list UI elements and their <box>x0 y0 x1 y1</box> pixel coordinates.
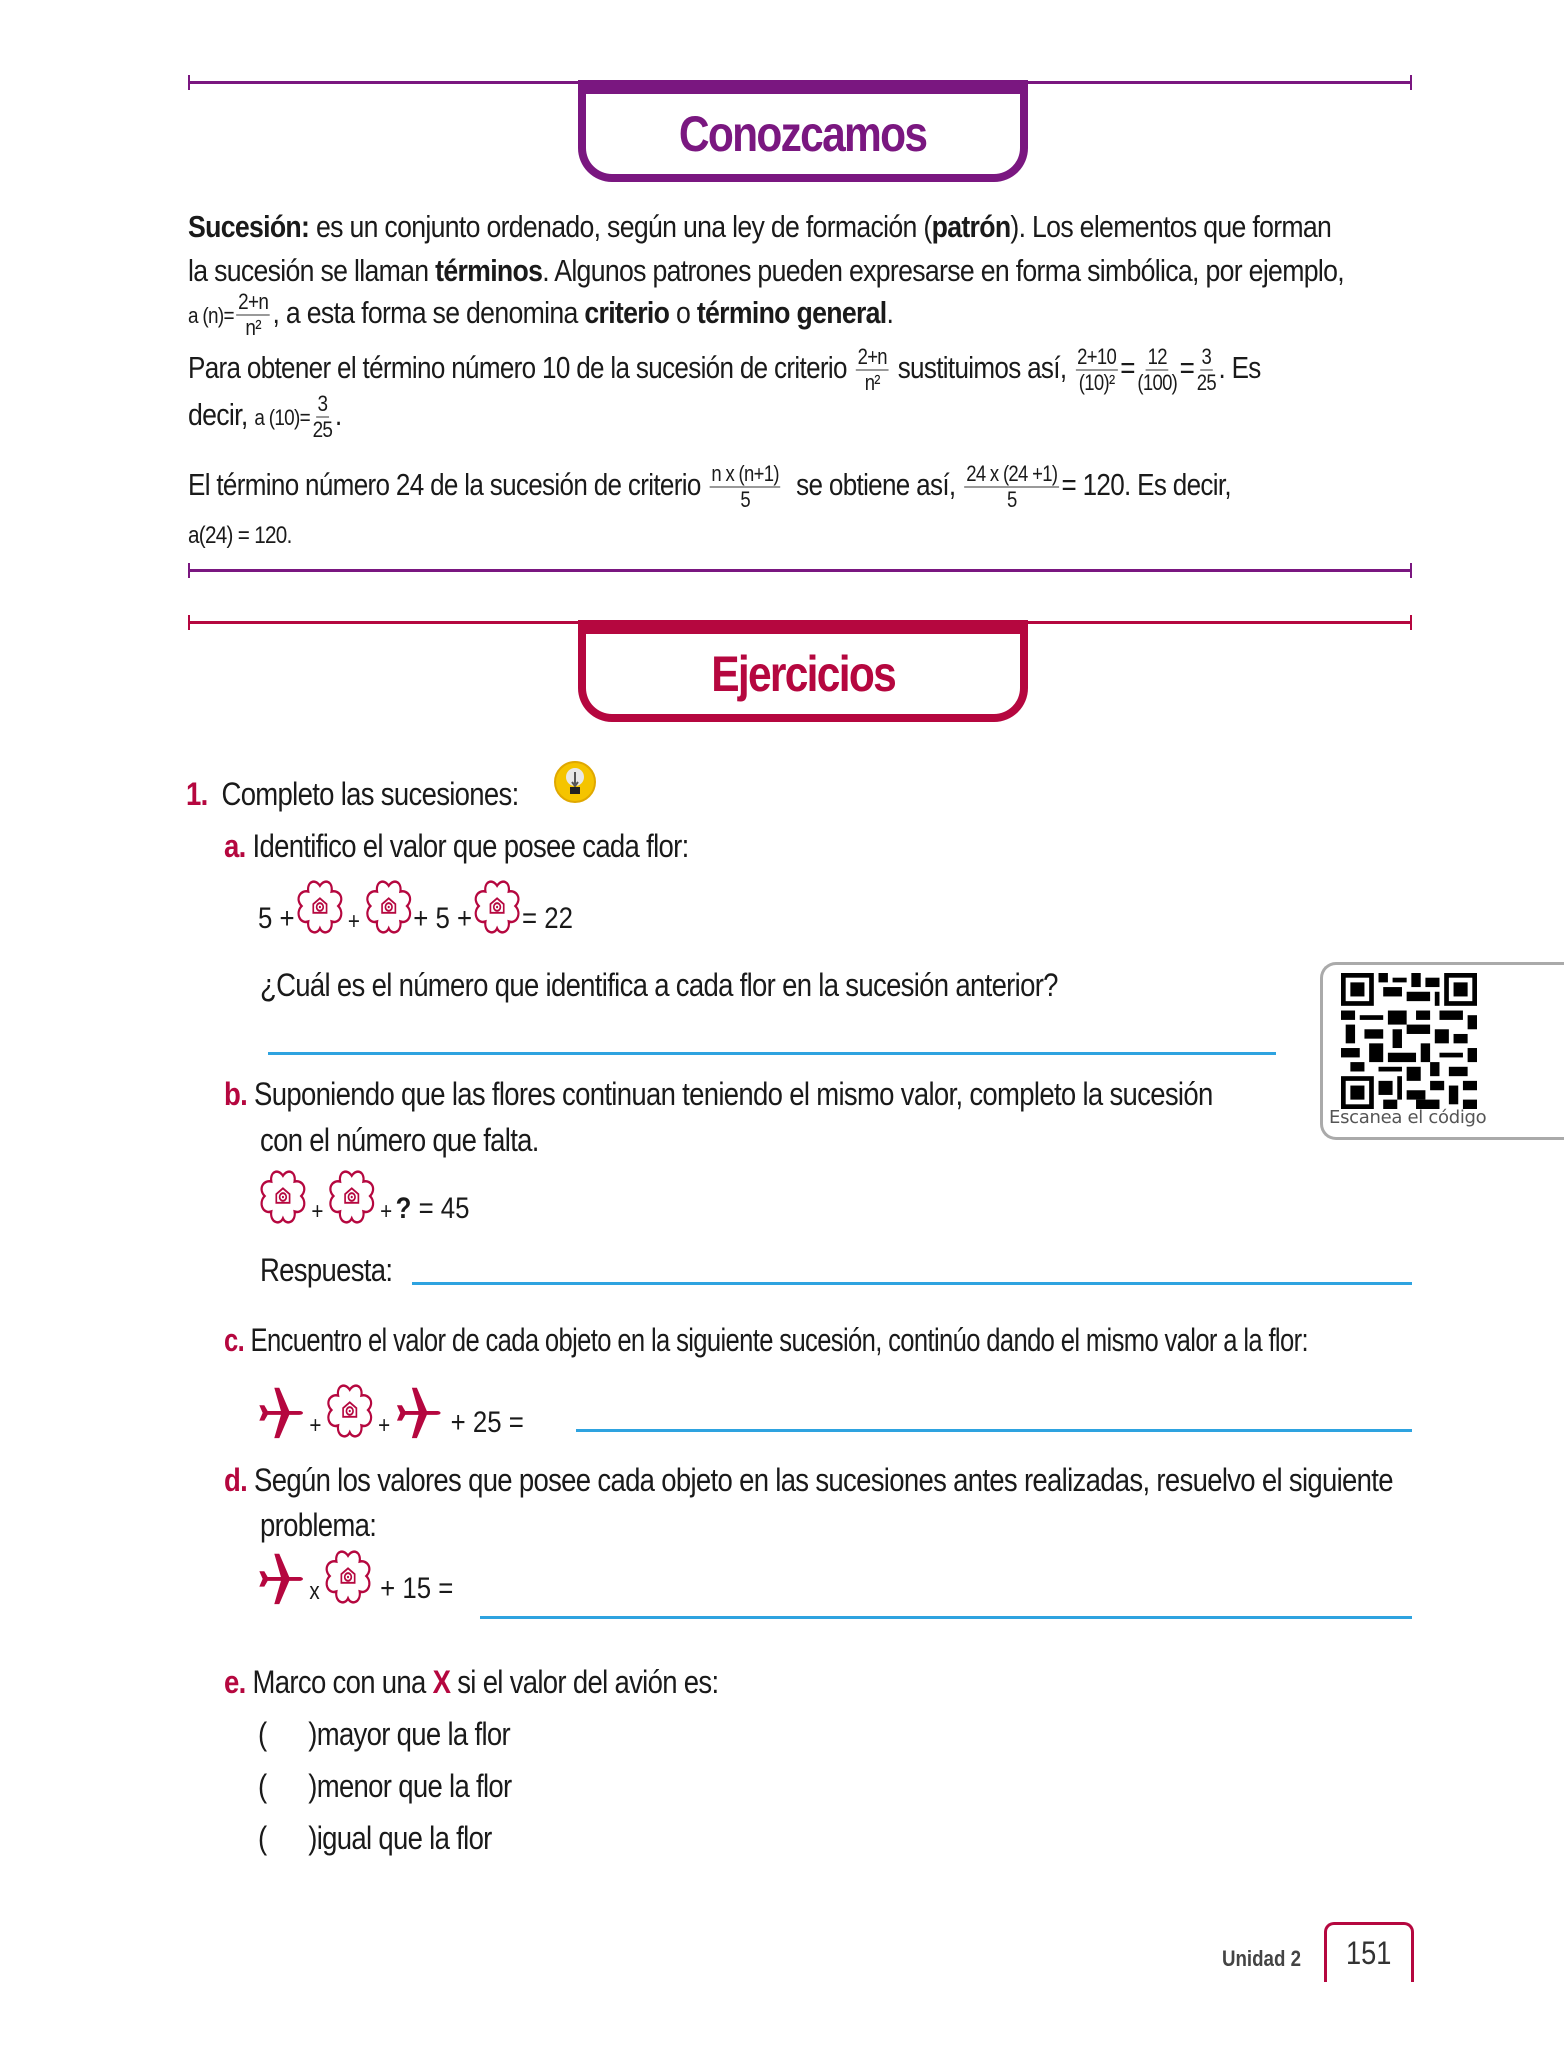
flower-icon <box>327 1168 377 1226</box>
option-checkbox[interactable]: ( ) <box>258 1716 317 1752</box>
question-b-line-1: b. Suponiendo que las flores continuan teniendo el mismo valor, completo la sucesión <box>224 1076 1213 1112</box>
equation-d: x + 15 = <box>256 1548 485 1606</box>
airplane-icon <box>256 1548 306 1606</box>
paragraph-line-4: Para obtener el término número 10 de la sucesión de criterio $\frac{2+n}{\text{n²}}$ sustituimos así, $\frac{2+10}{\text{(10)²}}$ = $\frac{12}{(100)}$ = $\frac{3}{25}$ . Es <box>188 344 1261 395</box>
paragraph-line-1: Sucesión: es un conjunto ordenado, según una ley de formación (patrón). Los elementos que forman <box>188 209 1332 244</box>
question-c: c. Encuentro el valor de cada objeto en la siguiente sucesión, continúo dando el mismo valor a la flor: <box>224 1322 1308 1358</box>
option-row[interactable]: ( )menor que la flor <box>258 1768 512 1804</box>
answer-line-a[interactable] <box>268 1052 1276 1055</box>
flower-icon <box>295 878 345 936</box>
option-row[interactable]: ( )igual que la flor <box>258 1820 492 1856</box>
question-a: a. Identifico el valor que posee cada flor: <box>224 828 689 864</box>
qr-caption: Escanea el código <box>1329 1107 1487 1128</box>
option-row[interactable]: ( )mayor que la flor <box>258 1716 510 1752</box>
flower-icon <box>472 878 522 936</box>
section-rule-bottom <box>188 569 1412 572</box>
question-d-line-2: problema: <box>260 1507 377 1543</box>
option-checkbox[interactable]: ( ) <box>258 1820 317 1856</box>
question-b-line-2: con el número que falta. <box>260 1122 539 1158</box>
unit-label: Unidad 2 <box>1222 1946 1301 1971</box>
flower-icon <box>325 1382 375 1440</box>
airplane-icon <box>394 1382 444 1440</box>
section-title-ejercicios: Ejercicios <box>711 646 895 702</box>
section-title: Conozcamos <box>679 106 927 162</box>
paragraph-line-7: a(24) = 120. <box>188 522 292 549</box>
equation-b: + + ? = 45 <box>258 1168 504 1226</box>
question-d-line-1: d. Según los valores que posee cada objeto en las sucesiones antes realizadas, resuelvo el siguiente <box>224 1462 1393 1498</box>
answer-line-d[interactable] <box>480 1616 1412 1619</box>
paragraph-line-2: la sucesión se llaman términos. Algunos patrones pueden expresarse en forma simbólica, por ejemplo, <box>188 253 1344 288</box>
section-tab-ejercicios <box>578 620 1028 722</box>
equation-a: 5 + + + 5 + = 22 <box>258 878 624 936</box>
question-1: 1. Completo las sucesiones: <box>186 776 519 812</box>
option-checkbox[interactable]: ( ) <box>258 1768 317 1804</box>
question-a-prompt: ¿Cuál es el número que identifica a cada flor en la sucesión anterior? <box>260 967 1058 1003</box>
flower-icon <box>363 878 413 936</box>
equation-c: + + + 25 = <box>256 1382 567 1440</box>
answer-line-c[interactable] <box>576 1429 1412 1432</box>
section-tab-conozcamos <box>578 80 1028 182</box>
page-number: 151 <box>1346 1935 1392 1971</box>
answer-label-b: Respuesta: <box>260 1252 393 1288</box>
flower-icon <box>323 1548 373 1606</box>
lightbulb-icon <box>553 760 597 804</box>
answer-line-b[interactable] <box>412 1282 1412 1285</box>
paragraph-line-3: a (n)= $\frac{2+n}{\text{n²}}$ , a esta forma se denomina criterio o término general. <box>188 289 894 340</box>
airplane-icon <box>256 1382 306 1440</box>
question-e: e. Marco con una X si el valor del avión es: <box>224 1664 719 1700</box>
flower-icon <box>258 1168 308 1226</box>
paragraph-line-5: decir, a (10)= $\frac{3}{25}$ . <box>188 391 342 442</box>
page-number-tab <box>1324 1922 1414 1982</box>
paragraph-line-6: El término número 24 de la sucesión de criterio $\frac{\text{n x (n+1)}}{5}$ se obtiene así, $\frac{24 x (24 +1)}{5}$ = 120. Es decir, <box>188 461 1231 512</box>
